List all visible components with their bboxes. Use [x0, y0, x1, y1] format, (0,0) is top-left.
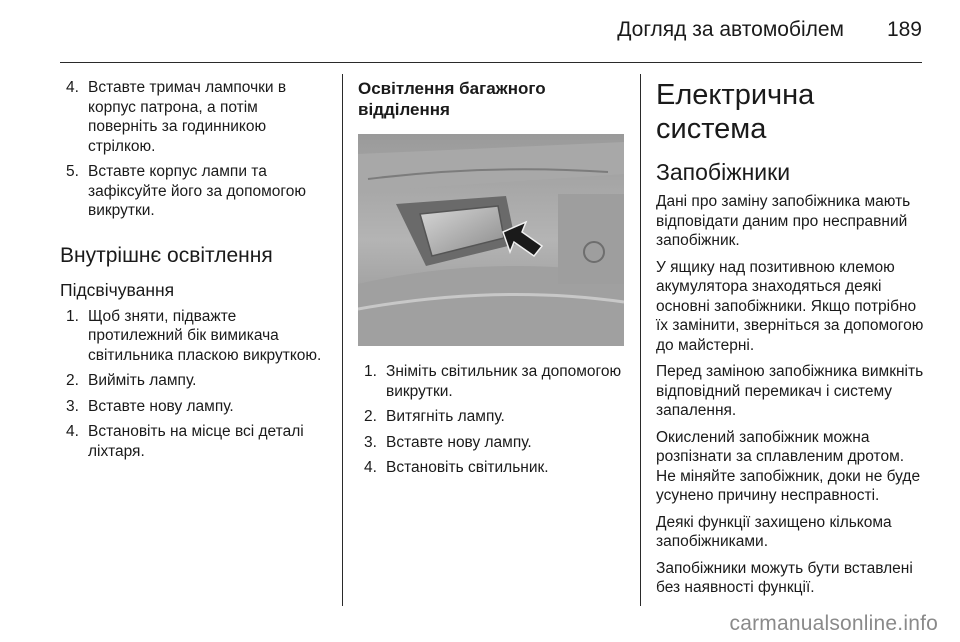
list-item — [60, 307, 328, 366]
item-text: Щоб зняти, підважте протилежний бік вимикача світильника пласкою викруткою. — [88, 307, 322, 364]
paragraph: У ящику над позитивною клемою акумулятора знаходяться деякі основні запобіжники. Якщо потрібно їх замінити, зверніться за допомогою до майстерні. — [656, 258, 924, 354]
page-number: 189 — [886, 18, 922, 41]
column-divider — [640, 74, 641, 606]
item-number: 4. — [66, 423, 79, 440]
column-left — [60, 78, 328, 467]
paragraph: Деякі функції захищено кількома запобіжниками. — [656, 513, 892, 550]
page-header — [60, 0, 922, 63]
column-middle — [358, 78, 624, 484]
paragraph: Запобіжники можуть бути вставлені без наявності функції. — [656, 559, 913, 596]
item-text: Витягніть лампу. — [386, 408, 505, 425]
item-number: 2. — [364, 408, 377, 425]
page-title: Догляд за автомобілем — [617, 18, 844, 41]
chapter-heading: Електрична система — [656, 79, 815, 145]
interior-light-steps-list — [60, 307, 328, 462]
item-text: Встановіть на місце всі деталі ліхтаря. — [88, 423, 304, 460]
section-heading: Внутрішнє освітлення — [60, 243, 273, 267]
item-number: 3. — [66, 397, 79, 415]
luggage-light-steps-list — [358, 362, 624, 478]
list-item — [60, 371, 328, 391]
item-text: Вставте нову лампу. — [88, 397, 234, 415]
item-text: Вставте корпус лампи та зафіксуйте його за допомогою викрутки. — [88, 163, 306, 219]
item-number: 2. — [66, 372, 79, 389]
item-text: Вставте тримач лампочки в корпус патрона, а потім поверніть за годинникою стрілкою. — [88, 79, 287, 155]
list-item — [60, 78, 328, 156]
list-item — [358, 433, 624, 453]
section-heading: Освітлення багажного відділення — [358, 79, 546, 119]
item-number: 4. — [364, 459, 377, 476]
item-number: 1. — [364, 363, 377, 380]
section-heading: Запобіжники — [656, 159, 791, 185]
item-text: Вставте нову лампу. — [386, 433, 532, 451]
paragraph: Дані про заміну запобіжника мають відповідати даним про несправний запобіжник. — [656, 193, 911, 249]
list-item — [358, 362, 624, 401]
paragraph: Перед заміною запобіжника вимкніть відповідний перемикач і систему запалення. — [656, 363, 924, 419]
list-item — [60, 422, 328, 461]
column-right — [656, 78, 926, 605]
item-number: 5. — [66, 163, 79, 180]
item-text: Зніміть світильник за допомогою викрутки. — [386, 363, 622, 400]
watermark: carmanualsonline.info — [729, 612, 938, 635]
paragraph: Окислений запобіжник можна розпізнати за сплавленим дротом. Не міняйте запобіжник, доки не буде усунено причину несправності. — [656, 428, 921, 504]
item-text: Вийміть лампу. — [88, 372, 197, 389]
item-number: 4. — [66, 79, 79, 96]
lamp-steps-list — [60, 78, 328, 221]
list-item — [358, 458, 624, 478]
list-item — [358, 407, 624, 427]
subsection-heading: Підсвічування — [60, 279, 175, 300]
luggage-light-photo — [358, 134, 624, 346]
item-number: 1. — [66, 307, 79, 325]
item-text: Встановіть світильник. — [386, 459, 549, 476]
list-item — [60, 397, 328, 417]
item-number: 3. — [364, 433, 377, 451]
list-item — [60, 162, 328, 221]
column-divider — [342, 74, 343, 606]
